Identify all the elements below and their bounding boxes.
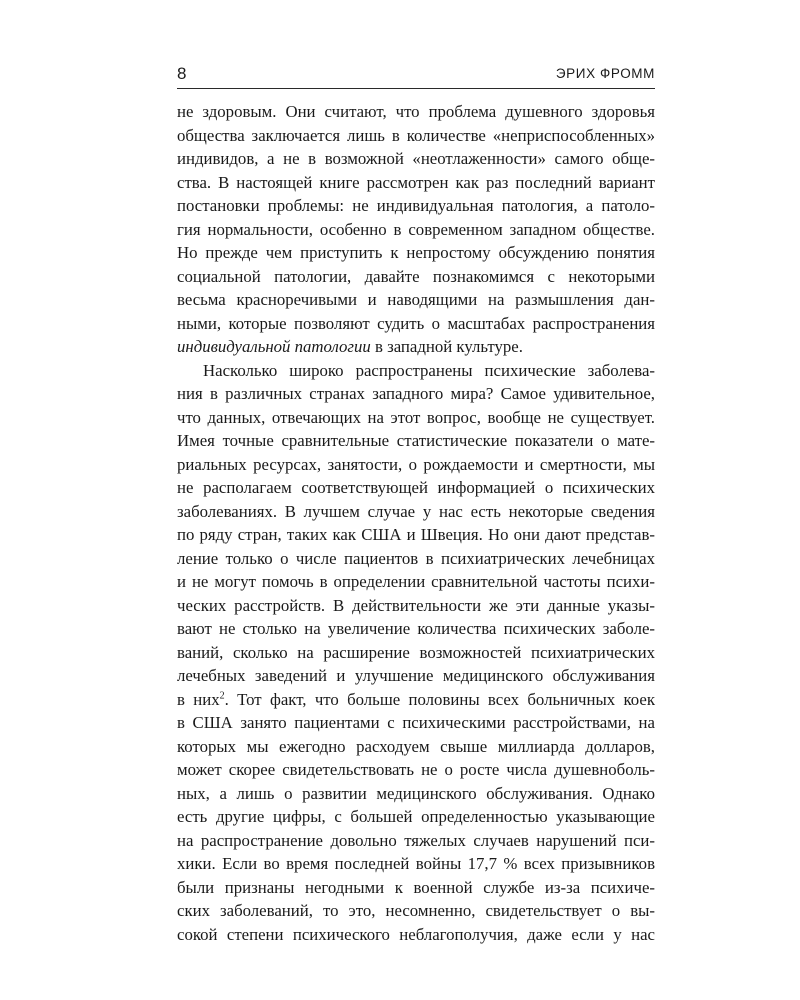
text-fragment: в западной культуре. [370,337,523,356]
text-line [177,335,655,359]
page-number: 8 [177,64,187,83]
text-line: ства. В настоящей книге рассмотрен как раз последний вариант [177,172,655,192]
text-line: по ряду стран, таких как США и Швеция. Но они дают представ- [177,525,655,544]
text-fragment: в них [177,689,220,709]
text-line: ния в различных странах западного мира? Самое удивительное, [177,384,655,403]
text-line: ваний, сколько на расширение возможностей психиатрических [177,642,655,662]
text-line: ных, а лишь о развитии медицинского обслуживания. Однако [177,783,655,803]
text-line: и не могут помочь в определении сравнительной частоты психи- [177,572,655,591]
text-line: риальных ресурсах, занятости, о рождаемости и смертности, мы [177,454,655,474]
text-line: индивидов, а не в возможной «неотлаженности» самого обще- [177,149,655,168]
text-line: вают не столько на увеличение количества психических заболе- [177,619,655,638]
text-line: социальной патологии, давайте познакомимся с некоторыми [177,266,655,286]
text-fragment: . Тот факт, что больше половины всех больничных коек [224,689,655,709]
footnote-marker[interactable]: 2 [219,689,225,701]
text-line: гия нормальности, особенно в современном западном обществе. [177,219,655,239]
italic-phrase: индивидуальной патологии [177,337,371,356]
text-line: общества заключается лишь в количестве «неприспособленных» [177,125,655,145]
text-line: Имея точные сравнительные статистические показатели о мате- [177,431,655,450]
text-line: может скорее свидетельствовать не о росте числа душевноболь- [177,760,655,779]
text-line: на распространение довольно тяжелых случаев нарушений пси- [177,830,655,850]
running-head: ЭРИХ ФРОММ [555,66,655,81]
text-line: которых мы ежегодно расходуем свыше миллиарда долларов, [177,736,655,756]
text-line: есть другие цифры, с большей определенностью указывающие [177,807,655,826]
text-line: ских заболеваний, то это, несомненно, свидетельствует о вы- [177,901,655,920]
text-line: Насколько широко распространены психические заболева- [203,360,655,380]
text-line: что данных, отвечающих на этот вопрос, вообще не существует. [177,407,655,427]
header-rule [177,88,655,89]
text-line: не здоровым. Они считают, что проблема душевного здоровья [177,102,655,121]
text-line: Но прежде чем приступить к непростому обсуждению понятия [177,243,655,262]
text-line: ными, которые позволяют судить о масштабах распространения [177,313,655,333]
text-line: в США занято пациентами с психическими расстройствами, на [177,713,655,732]
text-line: заболеваниях. В лучшем случае у нас есть некоторые сведения [177,501,655,521]
text-line [177,688,655,712]
text-line: не располагаем соответствующей информацией о психических [177,478,655,497]
text-line: постановки проблемы: не индивидуальная патология, а патоло- [177,196,655,215]
text-line: ческих расстройств. В действительности же эти данные указы- [177,595,655,615]
text-line: лечебных заведений и улучшение медицинского обслуживания [177,666,655,685]
text-line: были признаны негодными к военной службе из-за психиче- [177,877,655,897]
paragraph-1 [177,100,655,359]
page-header [177,62,655,88]
text-line: хики. Если во время последней войны 17,7 % всех призывников [177,854,655,873]
body-text [177,100,655,946]
text-line: весьма красноречивыми и наводящими на размышления дан- [177,290,655,309]
text-line: ление только о числе пациентов в психиатрических лечебницах [177,548,655,568]
paragraph-2 [177,359,655,947]
text-line: сокой степени психического неблагополучия, даже если у нас [177,924,655,944]
